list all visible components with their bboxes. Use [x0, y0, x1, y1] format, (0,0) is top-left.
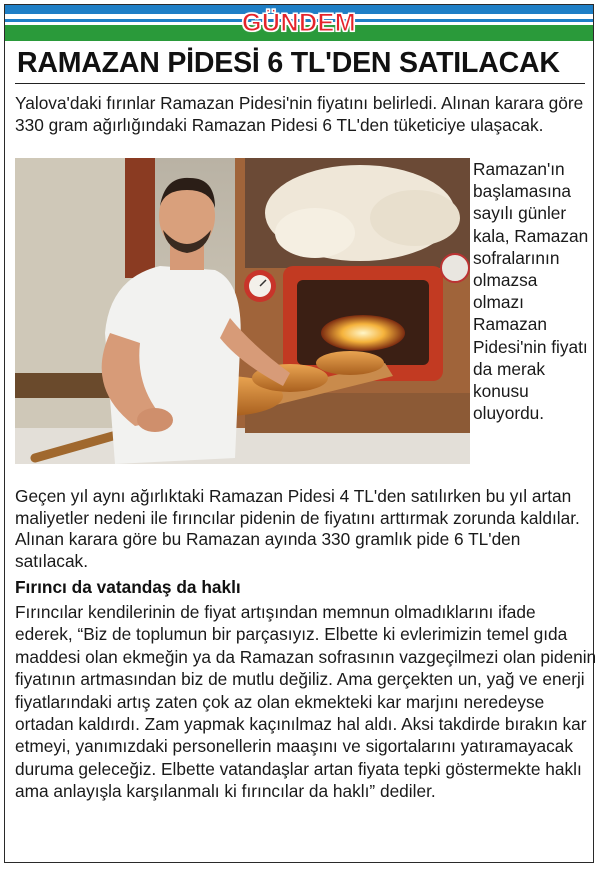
section-band [5, 5, 593, 41]
headline-divider [15, 83, 585, 84]
lead-paragraph: Yalova'daki fırınlar Ramazan Pidesi'nin fiyatını belirledi. Alınan karara göre 330 gram ağırlığındaki Ramazan Pidesi 6 TL'den tüketiciye ulaşacak. [15, 93, 584, 135]
subheading: Fırıncı da vatandaş da haklı [15, 577, 241, 597]
body-paragraph-1: Geçen yıl aynı ağırlıktaki Ramazan Pidesi 4 TL'den satılırken bu yıl artan maliyetler nedeni ile fırıncılar pidenin de fiyatını arttırmak zorunda kaldılar. Alınan karara göre bu Ramazan ayında 330 gramlık pide 6 TL'den satılacak. [15, 486, 580, 571]
baker-photo [15, 158, 470, 464]
headline: RAMAZAN PİDESİ 6 TL'DEN SATILACAK [17, 47, 560, 79]
side-column-text: Ramazan'ın başlamasına sayılı günler kala, Ramazan sofralarının olmazsa olmazı Ramazan Pidesi'nin fiyatı da merak konusu oluyordu. [473, 159, 589, 424]
section-label: GÜNDEM [241, 9, 357, 37]
article-frame [4, 4, 597, 863]
body-paragraph-2: Fırıncılar kendilerinin de fiyat artışından memnun olmadıklarını ifade ederek, “Biz de toplumun bir parçasıyız. Elbette ki evlerimizin temel gıda maddesi olan ekmeğin ya da Ramazan sofrasının vazgeçilmezi olan pidenin fiyatının artmasından biz de mutlu değiliz. Ama gerçekten un, yağ ve enerji fiyatlarındaki artış zaten çok az olan ekmekteki kar marjını neredeyse ortadan kaldırdı. Zam yapmak kaçınılmaz hal aldı. Aksi takdirde bırakın kar etmeyi, yanımızdaki personellerin maaşını ve sigortalarını yatıramayacak duruma geleceğiz. Elbette vatandaşlar artan fiyata tepki göstermekte haklı ama anlayışla karşılanmalı ki fırıncılar da haklı” dediler. [15, 602, 597, 802]
